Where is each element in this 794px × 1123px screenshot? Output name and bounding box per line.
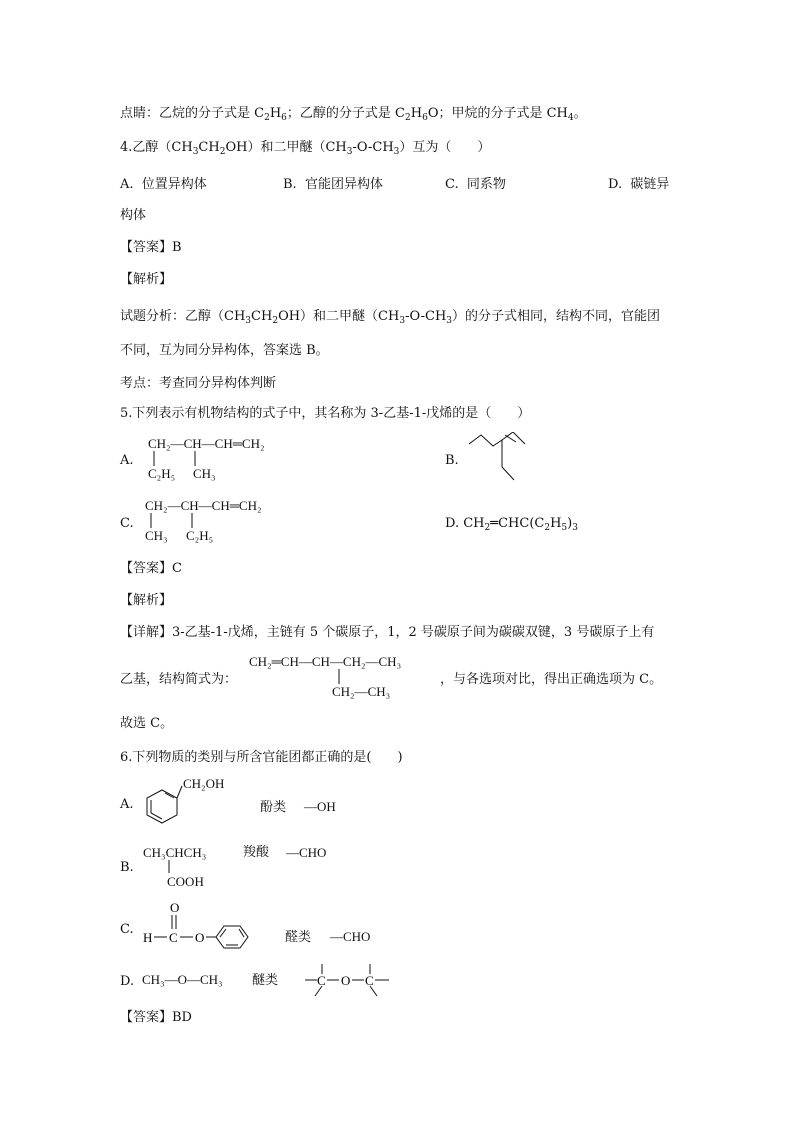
q4-option-d: D. 碳链异 [608, 177, 670, 192]
q5-option-c-branch2: C₂H₅ [186, 528, 214, 543]
q6-option-c-ester [140, 900, 270, 950]
svg-text:O: O [170, 900, 180, 915]
svg-text:O: O [195, 930, 205, 945]
q4-option-d-wrap: 构体 [120, 208, 147, 223]
q5-option-a-branch1: C₂H₅ [148, 466, 176, 481]
svg-text:O: O [341, 973, 351, 988]
q6-option-b-key: B. [120, 860, 134, 875]
q5-stem: 5.下列表示有机物结构的式子中，其名称为 3-乙基-1-戊烯的是（ ） [120, 406, 531, 421]
q5-option-b-key: B. [445, 453, 459, 468]
tip-line: 点睛：乙烷的分子式是 $C_2H_6$；乙醇的分子式是 $C_2H_6O$；甲烷的分子式是 $CH_4$。 [120, 106, 587, 123]
q6-option-b-class: 羧酸 [243, 845, 270, 860]
q5-detail-line1: 【详解】3-乙基-1-戊烯，主链有 5 个碳原子，1，2 号碳原子间为碳碳双键，3 号碳原子上有 [120, 625, 655, 640]
q6-option-b-bond [165, 859, 175, 875]
q4-option-b: B. 官能团异构体 [283, 177, 383, 192]
q6-option-a-substituent: CH₂OH [183, 776, 225, 791]
q5-option-c-branch1: CH₃ [145, 528, 168, 543]
q6-option-d-formula: CH₃—O—CH₃ [142, 972, 223, 987]
q6-option-b-main: CH₃CHCH₃ [143, 845, 207, 860]
q5-option-c-main: CH₂—CH—CH═CH₂ [145, 498, 262, 513]
q6-option-c-key: C. [120, 922, 134, 937]
q5-option-a-key: A. [120, 453, 134, 468]
q6-stem: 6.下列物质的类别与所含官能团都正确的是( ) [120, 750, 403, 765]
q6-option-b-branch: COOH [167, 874, 204, 889]
q6-option-c-group: —CHO [330, 929, 371, 944]
svg-text:H: H [143, 930, 153, 945]
q4-option-a: A. 位置异构体 [120, 177, 207, 192]
svg-text:C: C [317, 973, 326, 988]
q5-analysis-label: 【解析】 [120, 593, 173, 608]
q5-detail-line3: 故选 C。 [120, 716, 174, 731]
q5-option-d: D. $CH_2═CHC(C_2H_5)_3$ [445, 516, 578, 533]
q6-option-a-key: A. [120, 797, 134, 812]
q4-stem: 4.乙醇$(CH_3CH_2OH)$和二甲醚$(CH_3-O-CH_3)$互为（ ） [120, 140, 491, 157]
q5-detail-line2b: ，与各选项对比，得出正确选项为 C。 [440, 672, 663, 687]
q6-option-d-ether-group [303, 960, 398, 1000]
q6-option-b-group: —CHO [286, 845, 327, 860]
svg-text:C: C [365, 973, 374, 988]
q4-analysis-cont: 不同，互为同分异构体，答案选 B。 [120, 343, 329, 358]
q4-point: 考点：考查同分异构体判断 [120, 376, 277, 391]
q6-option-d-class: 醚类 [252, 973, 279, 988]
q6-option-d-key: D. [120, 974, 135, 989]
q4-option-c: C. 同系物 [445, 177, 506, 192]
q5-option-a-branch2: CH₃ [193, 466, 216, 481]
q5-struct-branch: CH₂—CH₃ [332, 684, 391, 699]
q5-option-c-key: C. [120, 516, 134, 531]
q5-option-b-skeletal [465, 432, 535, 484]
svg-text:C: C [169, 930, 178, 945]
q6-option-a-group: —OH [304, 799, 336, 814]
q5-struct-main: CH₂═CH—CH—CH₂—CH₃ [249, 654, 402, 669]
q5-option-a-main: CH₂—CH—CH═CH₂ [148, 436, 265, 451]
q4-answer: 【答案】B [120, 240, 182, 255]
q5-answer: 【答案】C [120, 561, 182, 576]
q6-option-a-class: 酚类 [260, 800, 287, 815]
q6-answer: 【答案】BD [120, 1010, 192, 1025]
q5-detail-line2a: 乙基，结构简式为： [120, 672, 238, 687]
q4-analysis-label: 【解析】 [120, 272, 173, 287]
q4-analysis: 试题分析：乙醇$(CH_3CH_2OH)$和二甲醚$(CH_3-O-CH_3)$的分子式相同，结构不同，官能团 [120, 309, 661, 326]
q6-option-c-class: 醛类 [285, 930, 312, 945]
